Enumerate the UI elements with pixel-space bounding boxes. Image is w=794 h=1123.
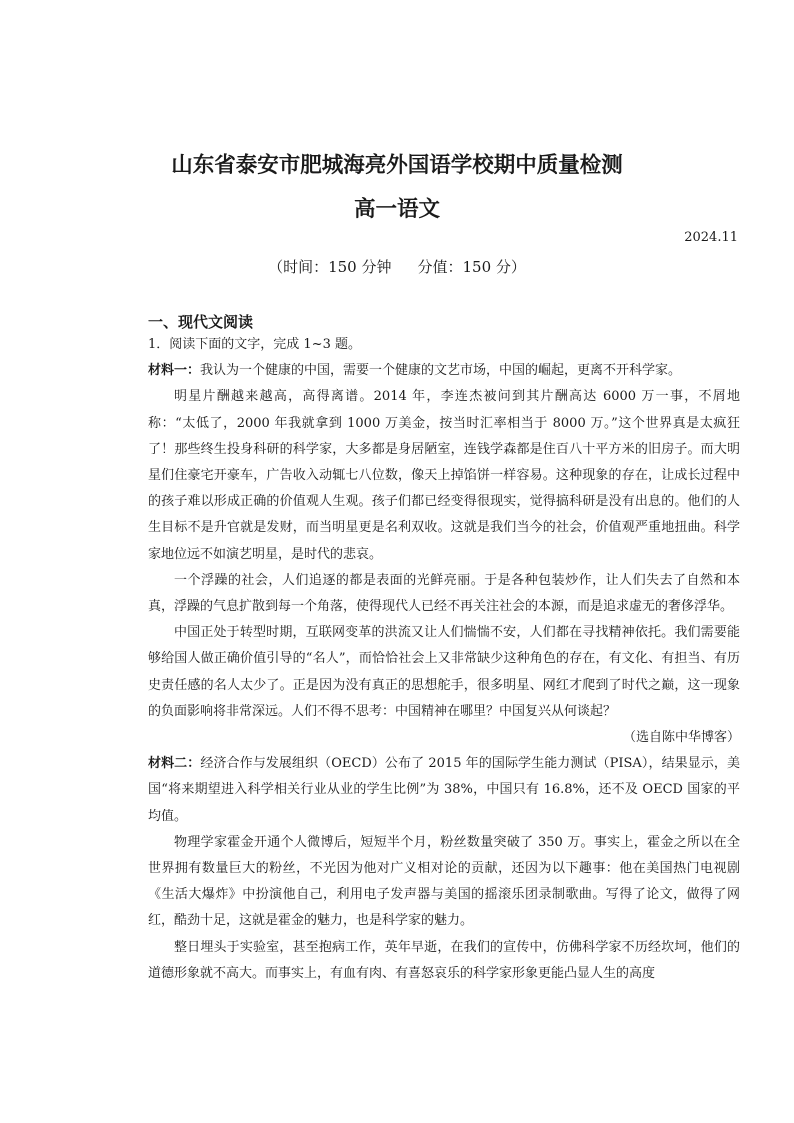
material2-label: 材料二： <box>148 756 201 772</box>
material2-paragraph-3: 整日埋头于实验室，甚至抱病工作，英年早逝，在我们的宣传中，仿佛科学家不历经坎坷，他们的道德形象就不高大。而事实上，有血有肉、有喜怒哀乐的科学家形象更能凸显人生的高度 <box>148 939 740 981</box>
score-info: 分值：150 分） <box>417 258 526 276</box>
section-heading: 一、现代文阅读 <box>148 313 254 331</box>
exam-subtitle: 高一语文 <box>353 197 440 222</box>
material1-intro <box>148 358 740 384</box>
material1-label: 材料一： <box>148 363 201 379</box>
material1-intro-text: 我认为一个健康的中国，需要一个健康的文艺市场，中国的崛起，更离不开科学家。 <box>200 363 682 379</box>
material2-intro-text: 经济合作与发展组织（OECD）公布了 2015 年的国际学生能力测试（PISA），结果显示，美国“将来期望进入科学相关行业从业的学生比例”为 38%，中国只有 16.8%，还不及 OECD 国家的平均值。 <box>148 756 741 824</box>
question-instruction: 1．阅读下面的文字，完成 1~3 题。 <box>148 337 361 352</box>
material1-source: （选自陈中华博客） <box>622 730 740 746</box>
exam-date: 2024.11 <box>684 230 738 245</box>
material1-paragraph-3: 一个浮躁的社会，人们追逐的都是表面的光鲜亮丽。于是各种包装炒作，让人们失去了自然和本真，浮躁的气息扩散到每一个角落，使得现代人已经不再关注社会的本源，而是追求虚无的奢侈浮华。 <box>148 572 740 615</box>
material1-paragraph-4: 中国正处于转型时期，互联网变革的洪流又让人们惴惴不安，人们都在寻找精神依托。我们需要能够给国人做正确价值引导的“名人”，而恰恰社会上又非常缺少这种角色的存在，有文化、有担当、有历史责任感的名人太少了。正是因为没有真正的思想舵手，很多明星、网红才爬到了时代之巅，这一现象的负面影响将非常深远。人们不得不思考：中国精神在哪里？中国复兴从何谈起？ <box>148 625 740 719</box>
exam-title: 山东省泰安市肥城海亮外国语学校期中质量检测 <box>171 153 623 178</box>
material2-paragraph-2: 物理学家霍金开通个人微博后，短短半个月，粉丝数量突破了 350 万。事实上，霍金之所以在全世界拥有数量巨大的粉丝，不光因为他对广义相对论的贡献，还因为以下趣事：他在美国热门电视剧《生活大爆炸》中扮演他自己，利用电子发声器与美国的摇滚乐团录制歌曲。写得了论文，做得了网红，酷劲十足，这就是霍金的魅力，也是科学家的魅力。 <box>148 834 740 929</box>
reading-body <box>148 332 740 987</box>
material2-intro <box>148 751 740 830</box>
time-info: （时间：150 分钟 <box>268 258 392 276</box>
exam-meta <box>0 256 794 277</box>
material1-paragraph-2: 明星片酬越来越高，高得离谱。2014 年，李连杰被问到其片酬高达 6000 万一事，不屑地称：“太低了，2000 年我就拿到 1000 万美金，按当时汇率相当于 8000 万。”这个世界真是太疯狂了！那些终生投身科研的科学家，大多都是身居陋室，连钱学森都是住百八十平方米的旧房子。而大明星们住豪宅开豪车，广告收入动辄七八位数，像天上掉馅饼一样容易。这种现象的存在，让成长过程中的孩子难以形成正确的价值观人生观。孩子们都已经变得很现实，觉得搞科研是没有出息的。他们的人生目标不是升官就是发财，而当明星更是名利双收。这就是我们当今的社会，价值观严重地扭曲。科学家地位远不如演艺明星，是时代的悲哀。 <box>148 389 740 562</box>
